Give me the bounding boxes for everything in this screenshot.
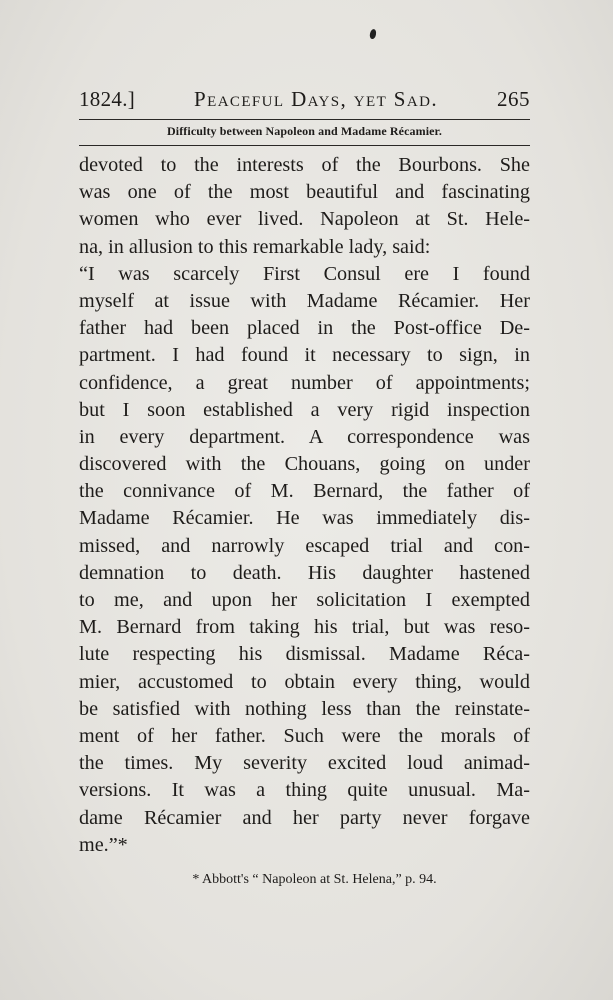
body-line: mier, accustomed to obtain every thing, would [79,670,530,693]
body-line: “I was scarcely First Consul ere I found [79,262,530,285]
body-line: M. Bernard from taking his trial, but was reso- [79,616,530,639]
body-line: discovered with the Chouans, going on under [79,453,530,476]
body-line: be satisfied with nothing less than the reinstate- [79,697,530,720]
body-line: the connivance of M. Bernard, the father of [79,480,530,503]
running-head [79,84,530,114]
body-line: me.”* [79,833,128,856]
body-line: women who ever lived. Napoleon at St. Hele- [79,208,530,231]
header-rule-top [79,119,530,120]
body-line: demnation to death. His daughter hastened [79,561,530,584]
body-line: dame Récamier and her party never forgave [79,806,530,829]
page-number: 265 [496,87,530,111]
body-line: Madame Récamier. He was immediately dis- [79,507,530,530]
body-line: partment. I had found it necessary to sign, in [79,344,530,367]
body-line: father had been placed in the Post-office De- [79,317,530,340]
body-line: confidence, a great number of appointments; [79,371,530,394]
section-subheading: Difficulty between Napoleon and Madame Récamier. [167,124,442,138]
ink-spot [369,28,377,39]
body-line: missed, and narrowly escaped trial and con- [79,534,530,557]
running-head-title: Peaceful Days, yet Sad. [194,87,438,111]
body-line: na, in allusion to this remarkable lady, said: [79,235,431,258]
body-line: lute respecting his dismissal. Madame Réca- [79,643,530,666]
header-rule-bottom [79,145,530,146]
running-head-year: 1824.] [79,87,136,111]
body-line: devoted to the interests of the Bourbons. She [79,154,530,176]
body-text [79,152,530,859]
body-line: in every department. A correspondence was [79,425,530,448]
body-line: myself at issue with Madame Récamier. Her [79,289,530,312]
body-line: versions. It was a thing quite unusual. Ma- [79,779,530,802]
footnote: * Abbott's “ Napoleon at St. Helena,” p. 94. [192,872,437,887]
body-line: but I soon established a very rigid inspection [79,398,530,421]
body-line: the times. My severity excited loud animad- [79,752,530,775]
body-line: was one of the most beautiful and fascinating [79,181,530,204]
body-line: ment of her father. Such were the morals of [79,724,530,747]
body-line: to me, and upon her solicitation I exempted [79,589,530,611]
